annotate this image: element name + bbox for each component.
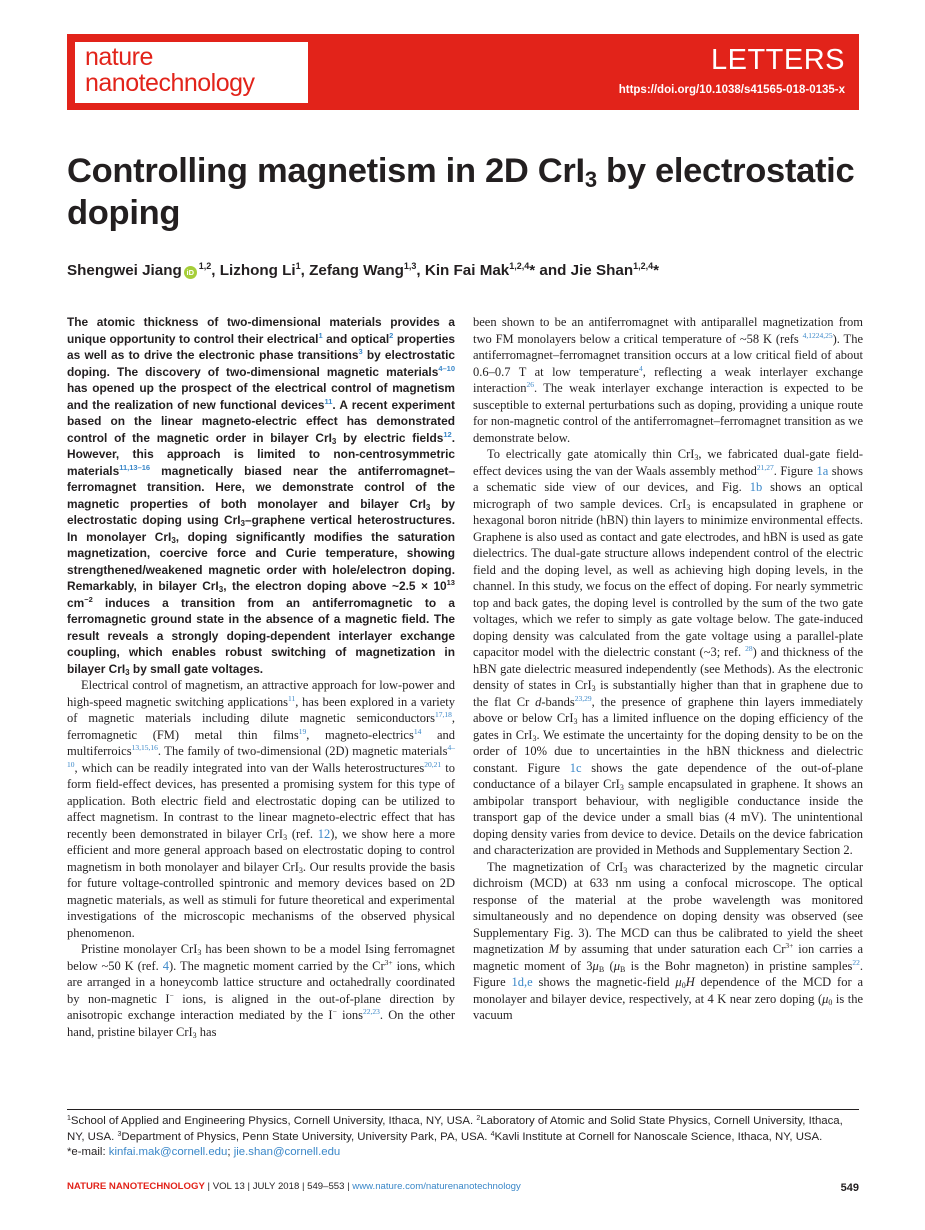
body-paragraph: Electrical control of magnetism, an attractive approach for low-power and high-speed magnetic switching applications$^{11}$, has been explored in a variety of magnetic materials including dilute magnetic semiconductors$^{17,18}$, ferromagnetic (FM) metal thin films$^{19}$, magneto-electrics$^{14}$ and multiferroics$^{13,15,16}$. The family of two-dimensional (2D) magnetic materials$^{4-10}$, which can be readily integrated into van der Walls heterostructures$^{20,21}$ to form field-effect devices, has presented a promising system for this type of application. Both electric field and electrostatic doping can be utilized to affect magnetism. In contrast to the linear magneto-electric effect that has recently been demonstrated in bilayer CrI$_3$ (ref. 12), we show here a more efficient and more general approach based on electrostatic doping to control magnetism in both monolayer and bilayer CrI$_3$. Our results provide the basis for future voltage-controlled spintronic and memory devices based on 2D magnetic materials, as well as stimuli for future theoretical and experimental investigations of the microscopic mechanisms of the observed physical phenomenon. <box>67 678 456 940</box>
body-paragraph: To electrically gate atomically thin CrI$_3$, we fabricated dual-gate field-effect devices using the van der Waals assembly method$^{21,27}$. Figure 1a shows a schematic side view of our devices, and Fig. 1b shows an optical micrograph of two sample devices. CrI$_3$ is encapsulated in graphene or hexagonal boron nitride (hBN) thin layers to minimize environmental effects. Graphene is also used as contact and gate electrodes, and hBN is used as gate dielectrics. The dual-gate structure allows independent control of the electric field and the doping level, as well as achieving high doping levels, in the channel. In this study, we focus on the effect of doping. For nearly symmetric top and back gates, the doping level is controlled by the sum of the two gate voltages, which we refer to simply as gate voltage below. The gate-induced doping density was calculated from the gate voltage using a parallel-plate capacitor model with the dielectric constant (~3; ref. $^{28}$) and thickness of the hBN gate dielectric measured independently (see Methods). As the electronic density of states in CrI$_3$ is substantially higher than that in graphene due to the flat Cr d-bands$^{23,29}$, the presence of graphene thin layers immediately above or below CrI$_3$ has a limited influence on the doping efficiency of the gates in CrI$_3$. We estimate the uncertainty for the doping density to be on the order of 10% due to uncertainties in the hBN thickness and dielectric constant. Figure 1c shows the gate dependence of the out-of-plane conductance of a bilayer CrI$_3$ sample encapsulated in graphene. It shows an ambipolar transport behaviour, with negligible conductance inside the transport gap of the device under a small bias (4 mV). The unintentional doping density varies from device to device. Details on the device fabrication and characterization are provided in Methods and Supplementary Section 2. <box>473 447 864 857</box>
footer-journal: NATURE NANOTECHNOLOGY <box>67 1181 205 1192</box>
email-label: *e-mail: <box>67 1146 109 1158</box>
email-link[interactable]: jie.shan@cornell.edu <box>233 1146 341 1158</box>
footnote-divider <box>67 1109 859 1110</box>
footer-url[interactable]: www.nature.com/naturenanotechnology <box>352 1181 521 1192</box>
body-column-left <box>67 314 455 1040</box>
journal-header <box>67 34 859 110</box>
affiliations: $^1$School of Applied and Engineering Physics, Cornell University, Ithaca, NY, USA. $^2$Laboratory of Atomic and Solid State Physics, Cornell University, Ithaca, NY, USA. $^3$Department of Physics, Penn State University, University Park, PA, USA. $^4$Kavli Institute at Cornell for Nanoscale Science, Ithaca, NY, USA. *e-mail: kinfai.mak@cornell.edu; jie.shan@cornell.edu <box>67 1115 843 1158</box>
author-name[interactable]: , Zefang Wang <box>300 262 404 279</box>
doi-link[interactable]: https://doi.org/10.1038/s41565-018-0135-x <box>618 84 845 96</box>
journal-logo[interactable] <box>75 42 308 103</box>
abstract: The atomic thickness of two-dimensional materials provides a unique opportunity to control their electrical$^1$ and optical$^2$ properties as well as to drive the electronic phase transitions$^3$ by electrostatic doping. The discovery of two-dimensional magnetic materials$^{4-10}$ has opened up the prospect of the electrical control of magnetism and the realization of new functional devices$^{11}$. A recent experiment based on the linear magneto-electric effect has demonstrated control of the magnetic order in bilayer CrI$_3$ by electric fields$^{12}$. However, this approach is limited to non-centrosymmetric materials$^{11,13-16}$ magnetically biased near the antiferromagnet–ferromagnet transition. Here, we demonstrate control of the magnetic properties of both monolayer and bilayer CrI$_3$ by electrostatic doping using CrI$_3$–graphene vertical heterostructures. In monolayer CrI$_3$, doping significantly modifies the saturation magnetization, coercive force and Curie temperature, showing strengthened/weakened magnetic order with hole/electron doping. Remarkably, in bilayer CrI$_3$, the electron doping above ~2.5 × $10^{13}$ $cm^{-2}$ induces a transition from an antiferromagnetic to a ferromagnetic ground state in the absence of a magnetic field. The result reveals a strongly doping-dependent interlayer exchange coupling, which enables robust switching of magnetization in bilayer CrI$_3$ by small gate voltages. <box>67 315 456 677</box>
section-label: LETTERS <box>710 44 845 76</box>
author-name[interactable]: and Jie Shan <box>535 262 634 279</box>
body-paragraph: The magnetization of CrI$_3$ was characterized by the magnetic circular dichroism (MCD) at 633 nm using a confocal microscope. The optical response of the material at the probe wavelength was monitored simultaneously and no dependence on doping density was observed (see Supplementary Fig. 3). The MCD can thus be calibrated to yield the sheet magnetization M by assuming that under saturation each $Cr^{3+}$ ion carries a magnetic moment of $3\mu_B$ ($\mu_B$ is the Bohr magneton) in pristine samples$^{22}$. Figure 1d,e shows the magnetic-field $\mu_0H$ dependence of the MCD for a monolayer and bilayer device, respectively, at 4 K near zero doping ($\mu_0$ is the vacuum <box>473 859 863 1022</box>
page-number: 549 <box>840 1182 859 1194</box>
author-list: Shengwei Jiang iD$^{1,2}$, Lizhong Li$^1$, Zefang Wang$^{1,3}$, Kin Fai Mak$^{1,2,4}$* and Jie Shan$^{1,2,4}$* <box>67 261 660 279</box>
orcid-icon[interactable]: iD <box>184 266 197 279</box>
body-paragraph: Pristine monolayer CrI$_3$ has been shown to be a model Ising ferromagnet below ~50 K (ref. 4). The magnetic moment carried by the $Cr^{3+}$ ions, which are arranged in a honeycomb lattice structure and octahedrally coordinated by non-magnetic I− ions, is aligned in the out-of-plane direction by anisotropic exchange interaction mediated by the I− ions$^{22,23}$. On the other hand, pristine bilayer CrI$_3$ has <box>67 942 456 1040</box>
logo-line-nanotechnology: nanotechnology <box>85 69 255 97</box>
body-column-right <box>473 314 863 1024</box>
email-link[interactable]: kinfai.mak@cornell.edu <box>108 1146 228 1158</box>
page-footer <box>67 1181 859 1192</box>
logo-line-nature: nature <box>85 43 153 71</box>
author-name[interactable]: , Lizhong Li <box>211 262 296 279</box>
body-paragraph: been shown to be an antiferromagnet with antiparallel magnetization from two FM monolayers below a critical temperature of ~58 K (refs $^{4,1224,25}$). The antiferromagnet–ferromagnet transition occurs at a low critical field of about 0.6–0.7 T at low temperature$^4$, reflecting a weak interlayer exchange interaction$^{26}$. The weak interlayer exchange interaction is expected to be susceptible to external perturbations such as doping, providing a unique route for non-magnetic control of the antiferromagnet–ferromagnet transition as we demonstrate below. <box>473 315 863 445</box>
author-name[interactable]: , Kin Fai Mak <box>416 262 510 279</box>
article-title: Controlling magnetism in 2D CrI$_3$ by electrostatic doping <box>67 152 855 232</box>
author-name[interactable]: Shengwei Jiang <box>67 262 182 279</box>
footer-details: | VOL 13 | JULY 2018 | 549–553 | <box>204 1181 353 1192</box>
